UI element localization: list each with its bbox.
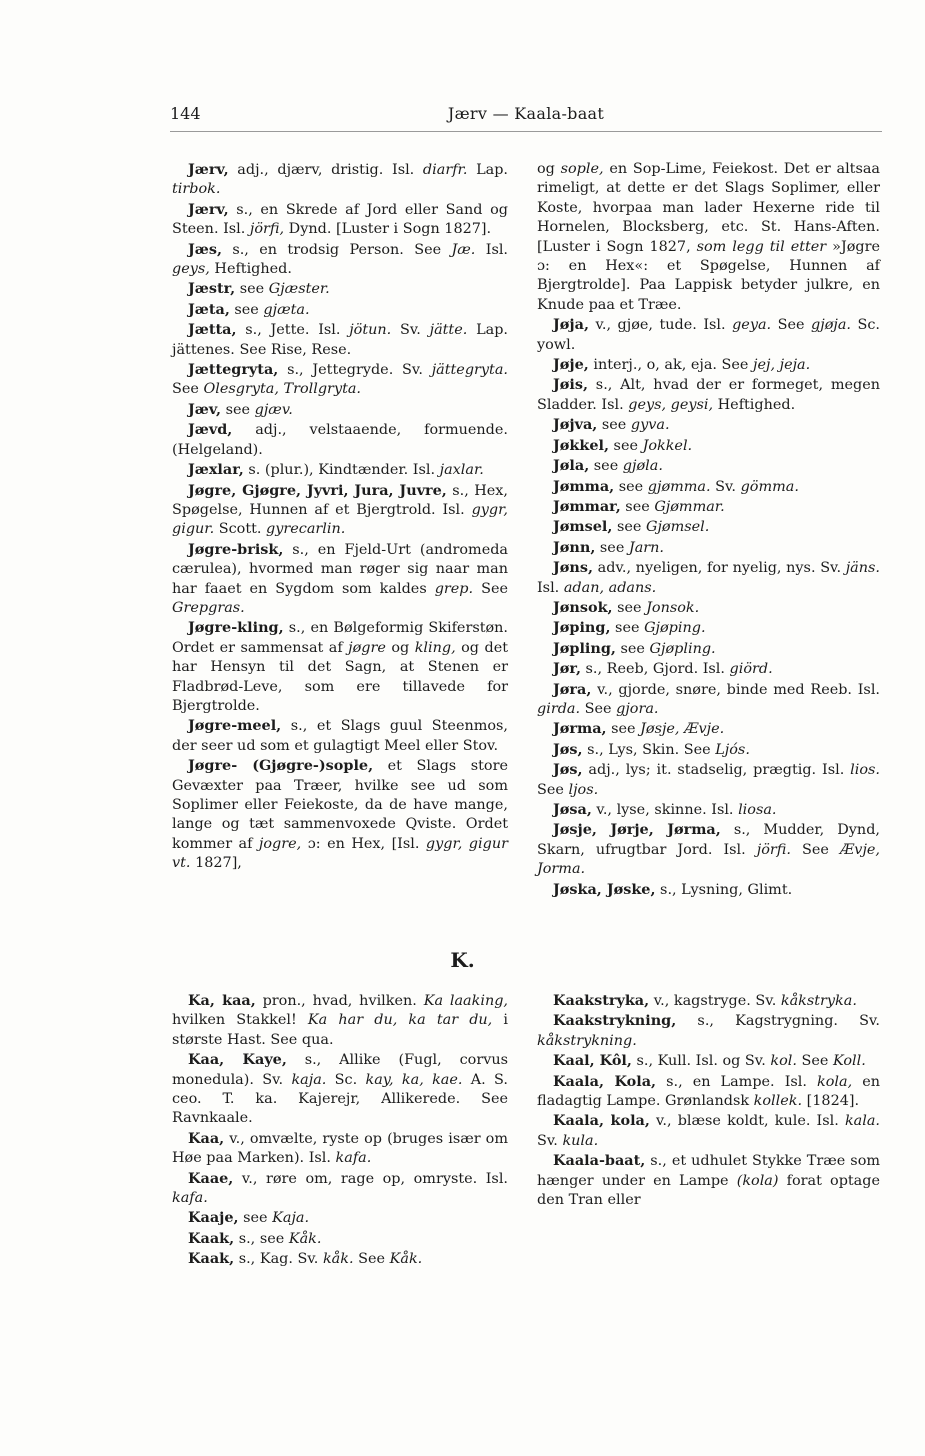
entry-italic: kula. bbox=[562, 1132, 599, 1149]
entry-text: Sv. bbox=[710, 478, 741, 495]
entry-text: s., Mudder, Dynd, Skarn, ufrugtbar Jord. Isl. bbox=[537, 822, 880, 858]
entry-text: See bbox=[580, 700, 617, 717]
dictionary-entry bbox=[537, 880, 880, 900]
entry-italic: Gjæster. bbox=[268, 281, 330, 298]
entry-headword: Jættegryta, bbox=[188, 361, 279, 379]
entry-text: Sc. yowl. bbox=[537, 317, 880, 353]
entry-text: see bbox=[221, 401, 255, 418]
entry-italic: kling, bbox=[414, 639, 456, 656]
entry-italic: grep. bbox=[434, 580, 474, 597]
entry-text: see bbox=[238, 1210, 273, 1227]
dictionary-entry bbox=[537, 315, 880, 355]
entry-text: ɔ: en Hex, [Isl. bbox=[301, 835, 426, 852]
entry-italic: gjøla. bbox=[622, 458, 663, 475]
entry-italic: jättegryta. bbox=[431, 362, 508, 379]
entry-italic: jäns. bbox=[845, 560, 880, 577]
entry-headword: Jæs, bbox=[188, 240, 222, 258]
entry-headword: Jøla, bbox=[553, 457, 590, 475]
entry-italic: kafa. bbox=[172, 1190, 208, 1207]
dictionary-entry bbox=[537, 456, 880, 476]
entry-headword: Kaa, Kaye, bbox=[188, 1051, 287, 1069]
entry-headword: Jøsje, Jørje, Jørma, bbox=[553, 821, 721, 839]
entry-headword: Jømmar, bbox=[553, 497, 621, 515]
entry-headword: Jørma, bbox=[553, 720, 607, 738]
column-3 bbox=[172, 991, 508, 1270]
entry-text: See bbox=[172, 381, 204, 398]
entry-text: see bbox=[595, 539, 629, 556]
entry-headword: Jøgre-kling, bbox=[188, 619, 284, 637]
entry-italic: liosa. bbox=[738, 802, 777, 818]
entry-text: s., Kag. Sv. bbox=[234, 1251, 323, 1268]
entry-text: Isl. bbox=[475, 241, 508, 258]
entry-text: Scott. bbox=[214, 521, 267, 538]
entry-text: Heftighed. bbox=[209, 261, 292, 278]
entry-italic: jej, jeja. bbox=[753, 357, 811, 374]
entry-italic: Gjøping. bbox=[644, 620, 706, 637]
entry-text: Sc. bbox=[326, 1071, 366, 1088]
entry-headword: Kaakstryka, bbox=[553, 992, 650, 1009]
entry-italic: Gjømsel. bbox=[645, 519, 710, 536]
entry-text: Heftighed. bbox=[713, 396, 796, 413]
entry-text: See bbox=[796, 1053, 833, 1070]
entry-text: s., Jette. Isl. bbox=[236, 322, 350, 339]
entry-text: s. (plur.), Kindtænder. Isl. bbox=[243, 462, 440, 479]
dictionary-entry bbox=[172, 420, 508, 460]
entry-italic: kaja. bbox=[291, 1071, 327, 1088]
entry-italic: kafa. bbox=[335, 1150, 372, 1167]
entry-italic: (kola) bbox=[736, 1172, 779, 1189]
dictionary-entry bbox=[537, 598, 880, 618]
dictionary-entry bbox=[537, 639, 880, 659]
dictionary-entry bbox=[537, 820, 880, 879]
entry-text: Sv. bbox=[391, 322, 430, 339]
entry-italic: kola, bbox=[817, 1073, 853, 1090]
entry-italic: kåkstrykning. bbox=[537, 1032, 637, 1049]
dictionary-entry bbox=[537, 1111, 880, 1151]
entry-italic: Jarn. bbox=[628, 539, 664, 556]
entry-text: s., Hex, Spøgelse, Hunnen af et Bjergtrold. Isl. bbox=[172, 482, 508, 518]
entry-headword: Jærv, bbox=[188, 200, 229, 218]
entry-text: Dynd. [Luster i Sogn 1827]. bbox=[284, 221, 492, 238]
entry-headword: Jøns, bbox=[553, 559, 593, 577]
entry-text: og bbox=[385, 639, 415, 656]
entry-headword: Jøsa, bbox=[553, 801, 592, 818]
entry-headword: Jæta, bbox=[188, 300, 230, 318]
entry-headword: Jør, bbox=[553, 660, 581, 678]
dictionary-entry bbox=[537, 1151, 880, 1210]
dictionary-entry bbox=[537, 415, 880, 435]
entry-text: pron., hvad, hvilken. bbox=[255, 993, 424, 1009]
entry-headword: Jøgre-brisk, bbox=[188, 540, 284, 558]
entry-italic: jötun. bbox=[349, 322, 392, 339]
entry-text: See bbox=[790, 841, 840, 858]
entry-italic: kåkstryka. bbox=[780, 993, 857, 1009]
entry-text: s., en Lampe. Isl. bbox=[656, 1073, 818, 1090]
entry-text: adj., djærv, dristig. Isl. bbox=[228, 162, 423, 178]
dictionary-entry bbox=[172, 400, 508, 420]
entry-italic: giörd. bbox=[729, 661, 773, 678]
dictionary-entry bbox=[537, 1072, 880, 1112]
dictionary-entry bbox=[172, 300, 508, 320]
entry-text: v., omvælte, ryste op (bruges især om Høe paa Marken). Isl. bbox=[172, 1130, 508, 1167]
entry-headword: Jøping, bbox=[553, 619, 611, 637]
entry-headword: Kaala, Kola, bbox=[553, 1072, 657, 1090]
entry-text: A. S. ceo. T. ka. Kajerejr, Allikerede. See Ravnkaale. bbox=[172, 1071, 508, 1127]
dictionary-entry bbox=[537, 760, 880, 800]
entry-headword: Kaakstrykning, bbox=[553, 1012, 677, 1030]
entry-text: v., gjorde, snøre, binde med Reeb. Isl. bbox=[591, 681, 880, 698]
entry-italic: adan, adans. bbox=[563, 579, 657, 596]
dictionary-entry bbox=[172, 1169, 508, 1209]
entry-headword: Kaala, kola, bbox=[553, 1112, 650, 1130]
dictionary-entry bbox=[172, 1229, 508, 1249]
entry-text: see bbox=[612, 599, 647, 616]
dictionary-entry bbox=[537, 680, 880, 720]
entry-italic: geya. bbox=[732, 317, 772, 334]
dictionary-entry bbox=[172, 540, 508, 619]
entry-text: adv., nyeligen, for nyelig, nys. Sv. bbox=[592, 560, 846, 577]
entry-headword: Jøgre- (Gjøgre-)sople, bbox=[188, 757, 374, 775]
dictionary-entry bbox=[172, 360, 508, 400]
entry-text: see bbox=[615, 640, 650, 657]
entry-italic: Kaja. bbox=[272, 1210, 310, 1227]
entry-italic: jörfi, bbox=[249, 221, 285, 238]
dictionary-entry bbox=[172, 716, 508, 756]
entry-text: see bbox=[235, 281, 269, 298]
entry-italic: diarfr. bbox=[422, 162, 468, 178]
dictionary-entry bbox=[172, 1249, 508, 1269]
dictionary-entry bbox=[537, 477, 880, 497]
entry-italic: jaxlar. bbox=[439, 462, 484, 479]
entry-italic: Kåk. bbox=[288, 1230, 322, 1247]
entry-text: Lap. bbox=[467, 162, 508, 178]
entry-headword: Kaae, bbox=[188, 1169, 234, 1187]
header-rule bbox=[170, 131, 882, 132]
entry-text: s., Lys, Skin. See bbox=[582, 741, 716, 758]
section-letter: K. bbox=[450, 948, 475, 972]
dictionary-entry bbox=[537, 659, 880, 679]
entry-headword: Jømsel, bbox=[553, 518, 613, 536]
entry-headword: Kaala-baat, bbox=[553, 1152, 646, 1170]
entry-text: hvilken Stakkel! bbox=[172, 1012, 308, 1029]
entry-text: Isl. bbox=[537, 579, 564, 596]
entry-text: s., Allike (Fugl, corvus monedula). Sv. bbox=[172, 1052, 508, 1088]
entry-text: See bbox=[473, 580, 508, 597]
entry-text: og det har Hensyn til det Sagn, at Stenen er Fladbrød-Leve, som ere tillavede for Bjergtrolde. bbox=[172, 639, 508, 714]
entry-text: s., Kagstrygning. Sv. bbox=[676, 1013, 880, 1030]
entry-text: s., et udhulet Stykke Træe som hænger under en Lampe bbox=[537, 1153, 880, 1189]
entry-italic: Olesgryta, Trollgryta. bbox=[203, 381, 362, 398]
entry-text: See bbox=[353, 1251, 390, 1268]
dictionary-entry bbox=[172, 240, 508, 280]
entry-headword: Jætta, bbox=[188, 321, 237, 339]
dictionary-entry bbox=[537, 375, 880, 415]
entry-italic: jøgre bbox=[348, 639, 386, 656]
entry-text: Sv. bbox=[537, 1132, 563, 1149]
entry-headword: Jøpling, bbox=[553, 639, 616, 657]
entry-text: en fladagtig Lampe. Grønlandsk bbox=[537, 1073, 881, 1110]
entry-headword: Jærv, bbox=[188, 161, 229, 178]
running-title: Jærv — Kaala-baat bbox=[447, 104, 605, 123]
entry-italic: Ævje, Jorma. bbox=[537, 841, 880, 878]
entry-italic: kay, ka, kae. bbox=[365, 1071, 463, 1088]
entry-text: see bbox=[597, 417, 631, 434]
column-1 bbox=[172, 160, 508, 874]
entry-headword: Jøja, bbox=[553, 316, 589, 334]
entry-text: i største Hast. See qua. bbox=[172, 1012, 508, 1048]
dictionary-entry bbox=[537, 719, 880, 739]
entry-headword: Kaaje, bbox=[188, 1209, 239, 1227]
entry-italic: Jøsje, Ævje. bbox=[640, 721, 725, 738]
entry-italic: gjømma. bbox=[647, 478, 711, 495]
entry-text: see bbox=[229, 301, 264, 318]
entry-text: s., Alt, hvad der er formeget, megen Sladder. Isl. bbox=[537, 377, 880, 413]
entry-italic: Jæ. bbox=[451, 241, 476, 258]
entry-headword: Jæv, bbox=[188, 400, 222, 418]
entry-italic: ljos. bbox=[568, 781, 599, 798]
entry-italic: jätte. bbox=[429, 322, 468, 339]
entry-headword: Jæxlar, bbox=[188, 461, 244, 479]
entry-text: s., Kull. Isl. og Sv. bbox=[631, 1053, 771, 1070]
entry-text: See bbox=[771, 317, 812, 334]
dictionary-entry bbox=[537, 355, 880, 375]
entry-text: Lap. jättenes. See Rise, Rese. bbox=[172, 322, 508, 358]
entry-headword: Jønsok, bbox=[553, 598, 613, 616]
entry-text: og bbox=[537, 161, 561, 177]
entry-text: en Sop-Lime, Feiekost. Det er altsaa rimeligt, at dette er det Slags Soplimer, eller Koste, hvorpaa man lader Hexerne ride til Hornelen, Blocksberg, etc. St. Hans-Aften. [Luster i Sogn 1827, bbox=[537, 161, 880, 255]
entry-text: adj., lys; it. stadselig, prægtig. Isl. bbox=[582, 762, 851, 779]
entry-italic: Koll. bbox=[832, 1053, 866, 1070]
entry-headword: Jøje, bbox=[553, 356, 589, 374]
dictionary-entry bbox=[537, 517, 880, 537]
entry-italic: kollek. bbox=[753, 1093, 803, 1110]
dictionary-entry bbox=[172, 320, 508, 360]
entry-text: s., et Slags guul Steenmos, der seer ud som et gulagtigt Meel eller Stov. bbox=[172, 718, 508, 754]
entry-headword: Jøjva, bbox=[553, 416, 598, 434]
entry-italic: gjæv. bbox=[254, 401, 293, 418]
dictionary-entry bbox=[537, 558, 880, 598]
entry-italic: Jonsok. bbox=[646, 599, 700, 616]
entry-italic: tirbok. bbox=[172, 181, 221, 198]
entry-headword: Kaak, bbox=[188, 1250, 235, 1268]
entry-headword: Jøra, bbox=[553, 680, 592, 698]
dictionary-entry bbox=[172, 1129, 508, 1169]
entry-text: See bbox=[537, 781, 569, 798]
entry-italic: kol. bbox=[770, 1053, 797, 1070]
column-2 bbox=[537, 160, 880, 900]
dictionary-entry bbox=[172, 991, 508, 1050]
entry-italic: Jokkel. bbox=[642, 437, 693, 454]
dictionary-entry bbox=[537, 1011, 880, 1051]
dictionary-entry bbox=[172, 160, 508, 200]
entry-headword: Jømma, bbox=[553, 477, 615, 495]
dictionary-entry bbox=[172, 460, 508, 480]
entry-italic: gjæta. bbox=[263, 301, 310, 318]
entry-italic: som legg til etter bbox=[696, 238, 827, 255]
entry-italic: jogre, bbox=[258, 835, 302, 852]
entry-text: see bbox=[620, 498, 655, 515]
entry-headword: Ka, kaa, bbox=[188, 992, 256, 1009]
entry-headword: Jøis, bbox=[553, 376, 588, 394]
entry-text: forat optage den Tran eller bbox=[537, 1172, 880, 1209]
dictionary-entry bbox=[537, 1051, 880, 1071]
entry-text: et Slags store Gevæxter paa Træer, hvilke see ud som Soplimer eller Feiekoste, da de have mange, lange og tæt sammenvoxede Qviste. Ordet kommer af bbox=[172, 758, 508, 852]
entry-italic: gyrecarlin. bbox=[266, 521, 346, 538]
entry-text: 1827], bbox=[190, 855, 242, 872]
entry-italic: Grepgras. bbox=[172, 599, 245, 616]
dictionary-entry bbox=[537, 991, 880, 1011]
entry-italic: gömma. bbox=[740, 478, 799, 495]
entry-text: s., Jettegryde. Sv. bbox=[278, 362, 432, 379]
page-header bbox=[170, 104, 882, 130]
entry-text: s., Reeb, Gjord. Isl. bbox=[580, 661, 730, 678]
entry-text: v., kagstryge. Sv. bbox=[649, 993, 781, 1009]
entry-italic: Gjømmar. bbox=[654, 498, 725, 515]
entry-italic: Ljós. bbox=[715, 741, 750, 758]
entry-text: s., en Bølgeformig Skiferstøn. Ordet er sammensat af bbox=[172, 620, 508, 656]
entry-text: s., en trodsig Person. See bbox=[221, 241, 452, 258]
dictionary-entry bbox=[172, 618, 508, 716]
dictionary-entry bbox=[537, 800, 880, 820]
entry-italic: gjora. bbox=[616, 700, 659, 717]
column-4 bbox=[537, 991, 880, 1210]
dictionary-entry bbox=[537, 160, 880, 315]
entry-italic: Ka har du, ka tar du, bbox=[307, 1012, 493, 1029]
entry-italic: geys, bbox=[172, 261, 210, 278]
entry-headword: Kaal, Kôl, bbox=[553, 1052, 632, 1070]
entry-italic: Kåk. bbox=[389, 1251, 423, 1268]
entry-headword: Jønn, bbox=[553, 538, 596, 556]
entry-headword: Jævd, bbox=[188, 421, 233, 439]
entry-text: s., en Skrede af Jord eller Sand og Steen. Isl. bbox=[172, 201, 508, 238]
entry-text: s., see bbox=[234, 1230, 289, 1247]
entry-italic: Ka laaking, bbox=[423, 993, 509, 1009]
entry-text: see bbox=[606, 721, 641, 738]
entry-italic: girda. bbox=[537, 700, 581, 717]
entry-headword: Jøkkel, bbox=[553, 436, 609, 454]
entry-text: s., Lysning, Glimt. bbox=[655, 881, 793, 898]
entry-text: see bbox=[614, 478, 648, 495]
entry-italic: kåk. bbox=[322, 1251, 354, 1268]
entry-text: »Jøgre ɔ: en Hex«: et Spøgelse, Hunnen af Bjergtrolde]. Paa Lappisk betyder julkre, en Knude paa et Træe. bbox=[537, 238, 881, 313]
entry-headword: Jøs, bbox=[553, 761, 583, 779]
entry-italic: Gjøpling. bbox=[649, 640, 716, 657]
entry-text: see bbox=[608, 437, 643, 454]
dictionary-entry bbox=[537, 436, 880, 456]
dictionary-entry bbox=[172, 756, 508, 873]
entry-text: see bbox=[589, 458, 623, 475]
dictionary-entry bbox=[172, 279, 508, 299]
entry-text: v., gjøe, tude. Isl. bbox=[588, 317, 733, 334]
entry-headword: Kaa, bbox=[188, 1129, 225, 1147]
entry-text: v., blæse koldt, kule. Isl. bbox=[649, 1113, 845, 1130]
entry-italic: gyva. bbox=[630, 417, 670, 434]
entry-text: interj., o, ak, eja. See bbox=[588, 357, 754, 374]
entry-text: see bbox=[610, 620, 645, 637]
entry-headword: Jøs, bbox=[553, 740, 583, 758]
entry-italic: gygr, gigur vt. bbox=[172, 835, 508, 872]
entry-text: see bbox=[612, 519, 646, 536]
entry-italic: jörfi. bbox=[756, 841, 791, 858]
entry-headword: Jøska, Jøske, bbox=[553, 880, 656, 898]
entry-headword: Jøgre, Gjøgre, Jyvri, Jura, Juvre, bbox=[188, 481, 447, 499]
page-number: 144 bbox=[170, 104, 201, 123]
dictionary-entry bbox=[537, 538, 880, 558]
entry-italic: gygr, gigur. bbox=[172, 501, 508, 538]
dictionary-entry bbox=[537, 497, 880, 517]
entry-headword: Jøgre-meel, bbox=[188, 717, 282, 735]
entry-text: v., lyse, skinne. Isl. bbox=[591, 802, 739, 818]
entry-italic: geys, geysi, bbox=[628, 396, 714, 413]
dictionary-entry bbox=[172, 200, 508, 240]
entry-headword: Jæstr, bbox=[188, 280, 236, 298]
entry-text: [1824]. bbox=[802, 1093, 860, 1110]
dictionary-entry bbox=[172, 1208, 508, 1228]
entry-italic: gjøja. bbox=[811, 317, 851, 334]
entry-text: s., en Fjeld-Urt (andromeda cærulea), hvormed man røger sig naar man har faaet en Sygdom som kaldes bbox=[172, 541, 508, 597]
entry-italic: sople, bbox=[560, 161, 604, 177]
entry-text: v., røre om, rage op, omryste. Isl. bbox=[233, 1170, 508, 1187]
entry-text: adj., velstaaende, formuende. (Helgeland). bbox=[172, 422, 508, 458]
entry-headword: Kaak, bbox=[188, 1229, 235, 1247]
dictionary-entry bbox=[172, 481, 508, 540]
entry-italic: kala. bbox=[844, 1113, 880, 1130]
dictionary-entry bbox=[537, 740, 880, 760]
dictionary-entry bbox=[537, 618, 880, 638]
dictionary-entry bbox=[172, 1050, 508, 1129]
entry-italic: lios. bbox=[850, 762, 880, 779]
